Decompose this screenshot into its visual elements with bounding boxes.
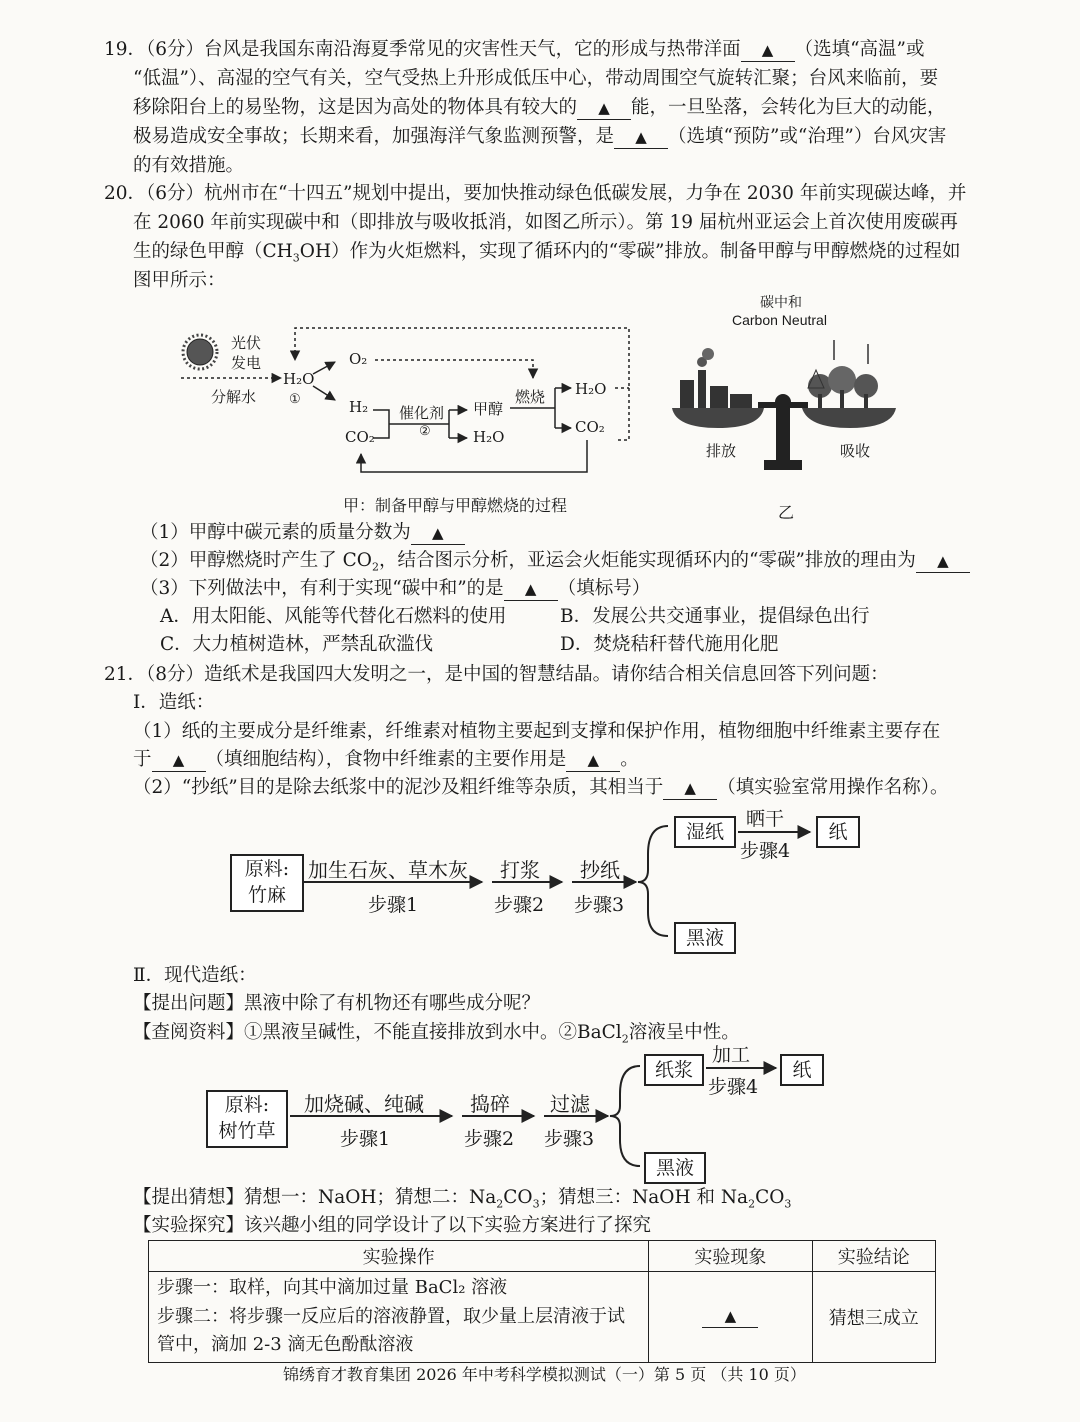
step3-label-2: 步骤3 xyxy=(544,1128,595,1150)
raw-material-box-2: 原料: 树竹草 xyxy=(206,1090,288,1148)
answer-blank[interactable]: ▲ xyxy=(566,749,620,772)
sun-icon xyxy=(183,335,217,369)
answer-blank[interactable]: ▲ xyxy=(577,97,631,120)
step2-label-2: 步骤2 xyxy=(464,1128,515,1150)
step3-action: 抄纸 xyxy=(580,858,620,882)
step1-action-2: 加烧碱、纯碱 xyxy=(304,1092,424,1116)
q20-sub3: （3）下列做法中，有利于实现“碳中和”的是 ▲ （填标号） xyxy=(140,578,651,599)
q21-p2: （2）“抄纸”目的是除去纸浆中的泥沙及粗纤维等杂质，其相当于 ▲ （填实验室常用操作名称）。 xyxy=(133,777,949,798)
q21-line1: 21．（8分）造纸术是我国四大发明之一，是中国的智慧结晶。请你结合相关信息回答下列问题： xyxy=(104,664,889,685)
paper-box: 纸 xyxy=(816,816,860,848)
answer-blank[interactable]: ▲ xyxy=(741,39,795,62)
header-operation: 实验操作 xyxy=(149,1241,649,1272)
flowchart-traditional xyxy=(228,804,868,954)
step4-label: 步骤4 xyxy=(740,840,791,862)
q20-sub2: （2）甲醇燃烧时产生了 $CO_2$，结合图示分析，亚运会火炬能实现循环内的“零碳”排放的理由为 ▲ xyxy=(140,547,970,582)
hypothesis: 【提出猜想】猜想一：NaOH；猜想二：$Na_2CO_3$；猜想三：NaOH 和 $Na_2CO_3$ xyxy=(133,1187,792,1211)
co2-label: CO₂ xyxy=(345,428,375,446)
split-water-label: 分解水 xyxy=(211,388,257,406)
option-c: C．大力植树造林，严禁乱砍滥伐 xyxy=(160,634,434,655)
solar-label-1: 光伏 xyxy=(231,334,262,352)
pulp-box: 纸浆 xyxy=(644,1054,704,1086)
h2o-product-label: H₂O xyxy=(473,428,505,446)
figure-b-caption: 乙 xyxy=(778,503,795,522)
h2o-label: H₂O xyxy=(283,370,315,388)
answer-blank[interactable]: ▲ xyxy=(614,126,668,149)
burn-label: 燃烧 xyxy=(515,388,546,406)
h2o-out-label: H₂O xyxy=(575,380,607,398)
wet-paper-box: 湿纸 xyxy=(674,816,736,848)
co2-out-label: CO₂ xyxy=(575,418,605,436)
explore-intro: 【实验探究】该兴趣小组的同学设计了以下实验方案进行了探究 xyxy=(133,1215,652,1236)
experiment-table xyxy=(148,1240,936,1363)
option-b: B．发展公共交通事业，提倡绿色出行 xyxy=(560,606,870,627)
table-header-row xyxy=(149,1241,936,1272)
q20-sub1: （1）甲醇中碳元素的质量分数为 ▲ xyxy=(140,519,465,547)
answer-blank[interactable]: ▲ xyxy=(504,578,558,601)
black-liquor-box: 黑液 xyxy=(674,922,736,954)
q20-line3: 生的绿色甲醇$(CH_3OH)$作为火炬燃料，实现了循环内的“零碳”排放。制备甲醇与甲醇燃烧的过程如 xyxy=(133,241,961,265)
reference-info: 【查阅资料】①黑液呈碱性，不能直接排放到水中。②BaCl$_2$溶液呈中性。 xyxy=(133,1022,740,1046)
solar-label-2: 发电 xyxy=(231,354,262,372)
flowchart-modern xyxy=(200,1040,840,1185)
option-a: A．用太阳能、风能等代替化石燃料的使用 xyxy=(160,606,507,627)
section-2-title: Ⅱ．现代造纸： xyxy=(133,965,257,986)
conclusion-cell: 猜想三成立 xyxy=(812,1272,935,1363)
raw-material-box: 原料: 竹麻 xyxy=(230,854,304,912)
q19-line3: 移除阳台上的易坠物，这是因为高处的物体具有较大的 ▲ 能，一旦坠落，会转化为巨大的动能， xyxy=(133,97,946,118)
answer-blank[interactable]: ▲ xyxy=(916,550,970,573)
circle-1-label: ① xyxy=(289,392,301,407)
emission-label: 排放 xyxy=(706,442,737,460)
carbon-neutral-title-en: Carbon Neutral xyxy=(732,312,827,328)
methanol-label: 甲醇 xyxy=(473,400,504,418)
ask-question: 【提出问题】黑液中除了有机物还有哪些成分呢？ xyxy=(133,993,541,1014)
figure-a xyxy=(175,320,645,480)
carbon-neutral-title-cn: 碳中和 xyxy=(760,295,802,311)
phenomenon-cell xyxy=(649,1272,812,1363)
step2-label: 步骤2 xyxy=(494,894,545,916)
page-footer: 锦绣育才教育集团 2026 年中考科学模拟测试（一）第 5 页 （共 10 页） xyxy=(283,1365,806,1384)
q19-line4: 极易造成安全事故；长期来看，加强海洋气象监测预警，是 ▲ （选填“预防”或“治理”）台风灾害 xyxy=(133,126,947,147)
step2-action-2: 捣碎 xyxy=(470,1092,510,1116)
header-conclusion: 实验结论 xyxy=(812,1241,935,1272)
catalyst-label: 催化剂 xyxy=(399,404,445,422)
paper-box-2: 纸 xyxy=(780,1054,824,1086)
q19-line5: 的有效措施。 xyxy=(133,155,245,176)
step1-label: 步骤1 xyxy=(368,894,419,916)
q21-p1-line2: 于 ▲ （填细胞结构），食物中纤维素的主要作用是 ▲ 。 xyxy=(133,749,639,770)
q20-line2: 在 2060 年前实现碳中和（即排放与吸收抵消，如图乙所示）。第 19 届杭州亚运会上首次使用废碳再 xyxy=(133,212,958,233)
answer-blank[interactable]: ▲ xyxy=(411,522,465,545)
step3-label: 步骤3 xyxy=(574,894,625,916)
answer-blank[interactable]: ▲ xyxy=(663,777,717,800)
step1-action: 加生石灰、草木灰 xyxy=(308,858,468,882)
q20-line1: 20．（6分）杭州市在“十四五”规划中提出，要加快推动绿色低碳发展，力争在 2030 年前实现碳达峰，并 xyxy=(104,183,967,204)
table-row xyxy=(149,1272,936,1363)
header-phenomenon: 实验现象 xyxy=(649,1241,812,1272)
figure-a-caption: 甲：制备甲醇与甲醇燃烧的过程 xyxy=(343,496,568,515)
q19-line2: “低温”）、高湿的空气有关，空气受热上升形成低压中心，带动周围空气旋转汇聚；台风来临前，要 xyxy=(133,68,939,89)
step4-action-2: 加工 xyxy=(712,1044,751,1066)
balance-scale-icon xyxy=(668,290,908,490)
step4-action: 晒干 xyxy=(746,808,785,830)
step4-label-2: 步骤4 xyxy=(708,1076,759,1098)
black-liquor-box-2: 黑液 xyxy=(644,1152,706,1184)
q20-line4: 图甲所示： xyxy=(133,270,226,291)
figure-b xyxy=(668,290,908,490)
circle-2-label: ② xyxy=(419,424,431,439)
o2-label: O₂ xyxy=(349,350,368,368)
step3-action-2: 过滤 xyxy=(550,1092,590,1116)
section-1-title: Ⅰ．造纸： xyxy=(133,692,215,713)
answer-blank[interactable]: ▲ xyxy=(702,1305,758,1328)
absorption-label: 吸收 xyxy=(840,442,871,460)
step2-action: 打浆 xyxy=(500,858,540,882)
h2-label: H₂ xyxy=(349,398,369,416)
option-d: D．焚烧秸秆替代施用化肥 xyxy=(560,634,779,655)
q21-p1-line1: （1）纸的主要成分是纤维素，纤维素对植物主要起到支撑和保护作用，植物细胞中纤维素主要存在 xyxy=(133,721,941,742)
step1-label-2: 步骤1 xyxy=(340,1128,391,1150)
answer-blank[interactable]: ▲ xyxy=(152,749,206,772)
q19-line1: 19．（6分）台风是我国东南沿海夏季常见的灾害性天气，它的形成与热带洋面 ▲ （选填“高温”或 xyxy=(104,39,925,60)
operation-cell: 步骤一：取样，向其中滴加过量 BaCl₂ 溶液 步骤二：将步骤一反应后的溶液静置，取少量上层清液于试 管中，滴加 2-3 滴无色酚酞溶液 xyxy=(149,1272,649,1363)
